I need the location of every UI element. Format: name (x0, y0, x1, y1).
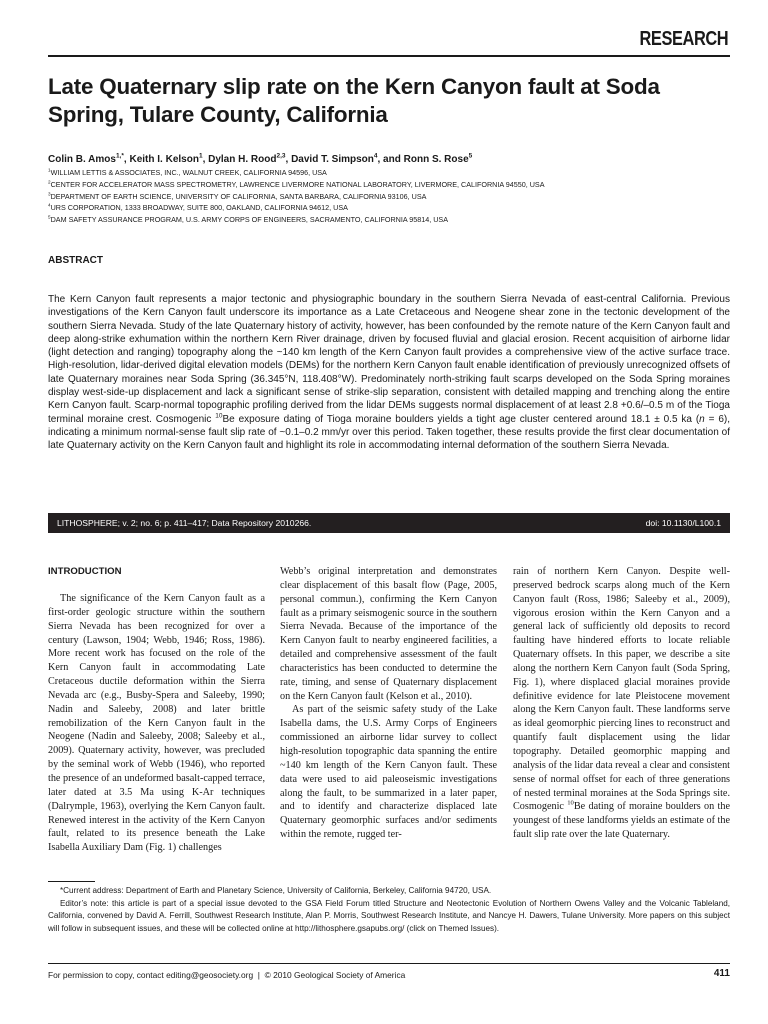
footnote-editors-note: Editor’s note: this article is part of a special issue devoted to the GSA Field Forum titled Structure and Neotectonic Evolution of Northern Owens Valley and the Volcanic Tableland, California, convened by David A. Ferrill, Southwest Research Institute, Alan P. Morris, Southwest Research Institute, and Nancye H. Dawers, Tulane University. More papers on this subject will follow in subsequent issues, and these will be collected online at http://lithosphere.gsapubs.org/ (click on Themed Issues). (48, 898, 730, 933)
author-affil-sup: 5 (468, 152, 473, 160)
page-number: 411 (713, 968, 730, 979)
body-column-2 (280, 565, 497, 842)
author-affil-sup: 4 (373, 152, 378, 160)
author-affil-sup: 2,3 (276, 152, 286, 160)
affiliation: $^4$URS CORPORATION, 1333 BROADWAY, SUITE 800, OAKLAND, CALIFORNIA 94612, USA (48, 203, 348, 213)
author-name: Keith I. Kelson (129, 154, 199, 165)
section-label: RESEARCH (639, 28, 728, 50)
author-name: Dylan H. Rood (208, 154, 277, 165)
author-name: Colin B. Amos (48, 154, 116, 165)
permission-notice: For permission to copy, contact editing@geosociety.org | © 2010 Geological Society of America (48, 970, 406, 980)
header-rule (48, 55, 730, 57)
section-heading-introduction: INTRODUCTION (48, 566, 122, 577)
citation-banner (48, 513, 730, 533)
affiliation: $^5$DAM SAFETY ASSURANCE PROGRAM, U.S. ARMY CORPS OF ENGINEERS, SACRAMENTO, CALIFORNIA 95814, USA (48, 214, 448, 225)
abstract-text: The Kern Canyon fault represents a major tectonic and physiographic boundary in the southern Sierra Nevada of east-central California. Previous investigations of the Kern Canyon fault underscore its importance as a Late Cretaceous and Neogene shear zone in the tectonic development of the southern Sierra Nevada. Study of the late Quaternary history of activity, however, has been confounded by the remote nature of the Kern Canyon fault and deep along-strike exhumation within the northern Kern River drainage, driven by focused fluvial and glacial erosion. Recent acquisition of airborne lidar (light detection and ranging) topography along the ~140 km length of the Kern Canyon fault provides a comprehensive view of the active surface trace. High-resolution, lidar-derived digital elevation models (DEMs) for the northern Kern Canyon fault enable identification of previously unrecognized offsets of late Quaternary moraines near Soda Spring (36.345°N, 118.408°W). Predominately north-striking fault scarps developed on the Soda Spring moraines display west-side-up displacement and lack a significant sense of strike-slip separation, consistent with detailed mapping and trenching along the entire Kern Canyon fault. Scarp-normal topographic profiling derived from the lidar DEMs suggests normal displacement of at least 2.8 +0.6/–0.5 m of the Tioga terminal moraine crest. Cosmogenic $^{10}$Be exposure dating of Tioga moraine boulders yields a tight age cluster centered around 18.1 ± 0.5 ka (n = 6), indicating a minimum normal-sense fault slip rate of ~0.1–0.2 mm/yr over this period. Taken together, these results provide the first clear documentation of late Quaternary activity on the Kern Canyon fault and highlight its role in accommodating internal deformation of the southern Sierra Nevada. (48, 294, 730, 452)
author-name: David T. Simpson (291, 154, 374, 165)
body-column-3 (513, 565, 730, 842)
body-column-1 (48, 565, 265, 855)
author-affil-sup: 1 (198, 152, 203, 160)
doi-text: doi: 10.1130/L100.1 (645, 518, 721, 528)
citation-text: LITHOSPHERE; v. 2; no. 6; p. 411–417; Data Repository 2010266. (57, 518, 312, 528)
affiliation-list (48, 167, 738, 226)
footnote-current-address: *Current address: Department of Earth and Planetary Science, University of California, Berkeley, California 94720, USA. (60, 886, 492, 895)
author-name: Ronn S. Rose (403, 154, 469, 165)
paragraph: Webb’s original interpretation and demonstrates clear displacement of this basalt flow (Page, 2005, personal commun.), confirming the Kern Canyon fault as a primary seismogenic source in the southern Sierra Nevada. Because of the importance of the Kern Canyon fault to nearby engineered facilities, a detailed and comprehensive assessment of the fault characteristics has been conducted to determine the rate, timing, and sense of Quaternary displacement on the Kern Canyon fault (Kelson et al., 2010). (280, 566, 497, 702)
footer-rule (48, 963, 730, 964)
author-list: Colin B. Amos$^{1,*}$, Keith I. Kelson$^1$, Dylan H. Rood$^{2,3}$, David T. Simpson$^4$, and Ronn S. Rose$^5$ (48, 152, 473, 165)
affiliation: $^2$CENTER FOR ACCELERATOR MASS SPECTROMETRY, LAWRENCE LIVERMORE NATIONAL LABORATORY, LIVERMORE, CALIFORNIA 94550, USA (48, 179, 545, 189)
paragraph: The significance of the Kern Canyon fault as a first-order geologic structure within the southern Sierra Nevada has been recognized for over a century (Lawson, 1904; Webb, 1946; Ross, 1986). More recent work has focused on the role of the Kern Canyon fault in accommodating Late Cretaceous ductile deformation within the Sierra Nevada arc (e.g., Busby-Spera and Saleeby, 1990; Nadin and Saleeby, 2008) and later brittle remobilization of the Kern Canyon fault in the Neogene (Nadin and Saleeby, 2008; Saleeby et al., 2009). Quaternary activity, however, was precluded by the seminal work of Webb (1946), who reported the presence of an undeformed basalt-capped terrace, later dated at 3.5 Ma using K-Ar techniques (Dalrymple, 1963), overlying the Kern Canyon fault. Renewed interest in the activity of the Kern Canyon fault, related to its presence beneath the Lake Isabella Auxiliary Dam (Fig. 1) challenges (48, 593, 265, 854)
author-affil-sup: 1,* (115, 152, 124, 160)
abstract-heading: ABSTRACT (48, 255, 103, 266)
affiliation: $^1$WILLIAM LETTIS & ASSOCIATES, INC., WALNUT CREEK, CALIFORNIA 94596, USA (48, 167, 327, 177)
footnotes (48, 885, 730, 935)
article-title: Late Quaternary slip rate on the Kern Canyon fault at Soda Spring, Tulare County, California (48, 74, 660, 127)
paragraph: rain of northern Kern Canyon. Despite well-preserved bedrock scarps along much of the Kern Canyon fault (Ross, 1986; Saleeby et al., 2009), vigorous erosion within the Kern Canyon and a general lack of sufficiently old deposits to record faulting have hindered efforts to locate reliable Quaternary offsets. In this paper, we describe a site along the northern Kern Canyon fault (Soda Spring, Fig. 1), where displaced glacial moraines provide definitive evidence for late Pleistocene movement along the Kern Canyon fault. These landforms serve as ideal geomorphic piercing lines to reconstruct and quantify fault displacement using the lidar topography. Detailed geomorphic mapping and analysis of the lidar data reveal a clear and consistent sense of normal offset for each of three generations of nested terminal moraines at the Soda Springs site. Cosmogenic $^{10}$Be dating of moraine boulders on the youngest of these landforms yields an estimate of the fault slip rate over the late Quaternary. (513, 566, 730, 841)
footnote-rule (48, 881, 95, 882)
affiliation: $^3$DEPARTMENT OF EARTH SCIENCE, UNIVERSITY OF CALIFORNIA, SANTA BARBARA, CALIFORNIA 93106, USA (48, 191, 427, 201)
paragraph: As part of the seismic safety study of the Lake Isabella dams, the U.S. Army Corps of Engineers commissioned an airborne lidar survey to collect high-resolution topographic data spanning the entire ~140 km length of the Kern Canyon fault. These data were used to aid paleoseismic investigations along the fault, to be summarized in a later paper, and to identify and characterize displaced late Quaternary geomorphic surfaces and/or sediments within the remote, rugged ter- (280, 704, 497, 841)
